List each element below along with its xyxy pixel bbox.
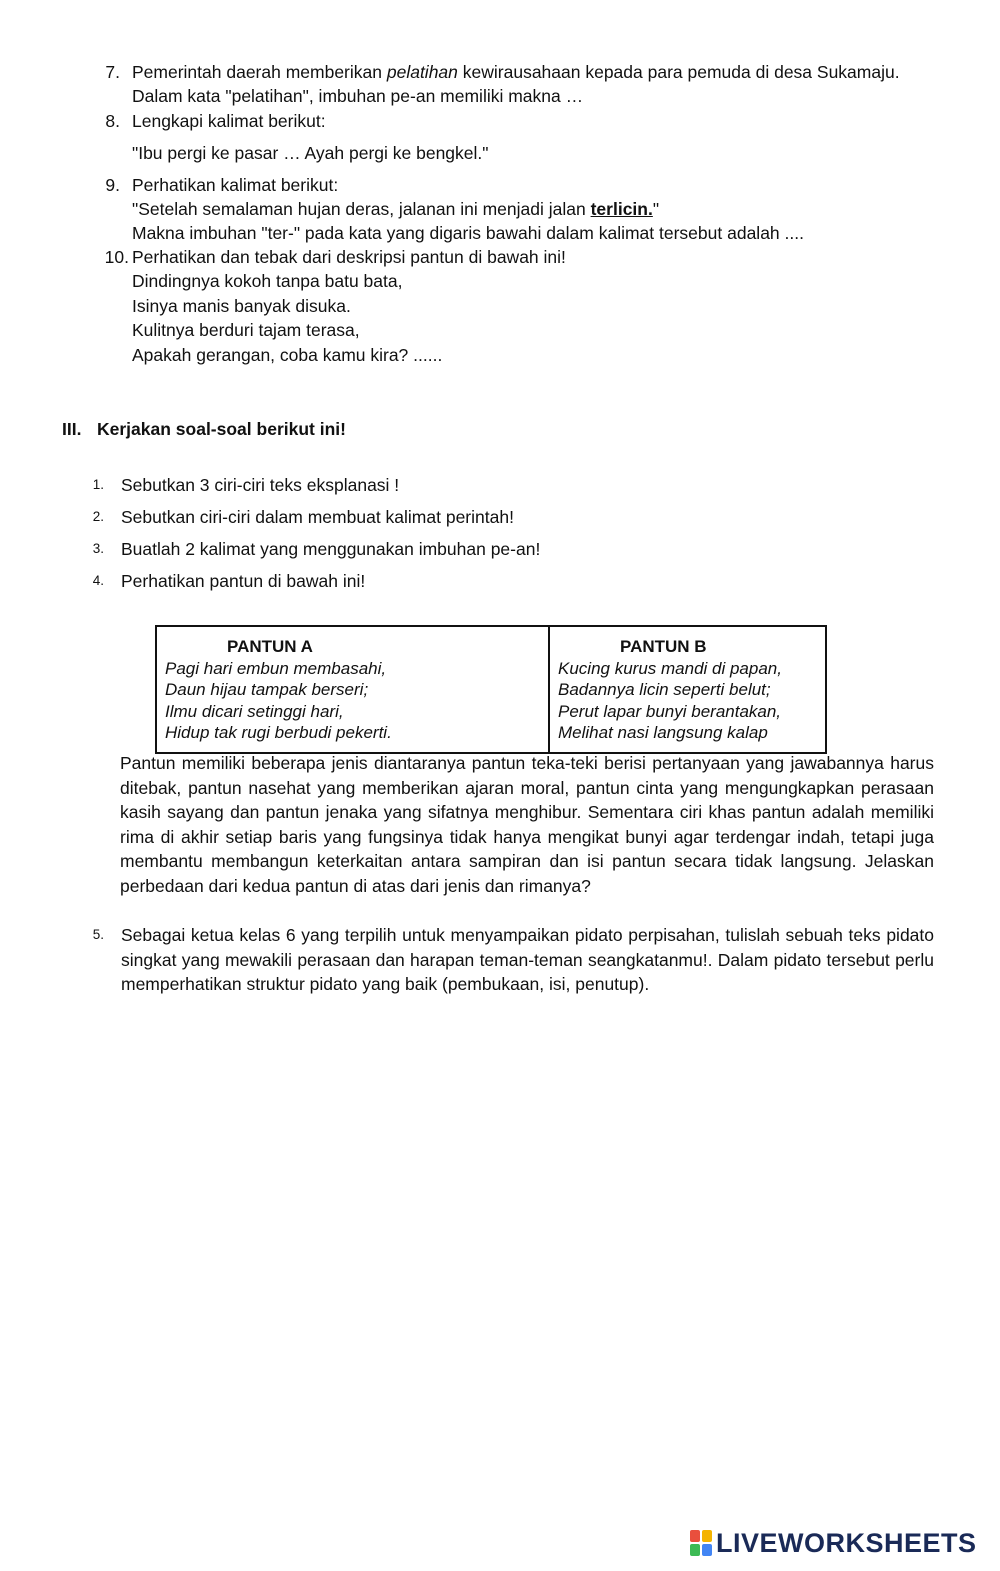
pantun-b-cell <box>549 626 826 753</box>
question-text: Lengkapi kalimat berikut: <box>132 111 326 131</box>
pantun-b-title: PANTUN B <box>620 637 707 656</box>
pantun-table <box>155 625 827 754</box>
question-text-line: Makna imbuhan "ter-" pada kata yang digaris bawahi dalam kalimat tersebut adalah .... <box>132 223 804 243</box>
question-text-line: "Setelah semalaman hujan deras, jalanan ini menjadi jalan terlicin." <box>132 199 660 219</box>
question-number: 9. <box>105 175 120 195</box>
question-text: Sebutkan 3 ciri-ciri teks eksplanasi ! <box>121 475 400 495</box>
pantun-line: Pagi hari embun membasahi, <box>165 658 387 678</box>
pantun-a-title: PANTUN A <box>227 637 313 656</box>
question-number: 10. <box>104 247 129 267</box>
pantun-line: Isinya manis banyak disuka. <box>132 296 351 316</box>
question-text: Pemerintah daerah memberikan pelatihan kewirausahaan kepada para pemuda di desa Sukamaju. <box>132 62 900 82</box>
pantun-paragraph: Pantun memiliki beberapa jenis diantaranya pantun teka-teki berisi pertanyaan yang jawabannya harus ditebak, pantun nasehat yang memberikan ajaran moral, pantun cinta yang mengungkapkan perasaan kasih sayang dan pantun jenaka yang sifatnya menghibur. Sementara ciri khas pantun adalah memiliki rima di akhir setiap baris yang fungsinya tidak hanya mengikat bunyi agar terdengar indah, tetapi juga membantu membangun keterkaitan antara sampiran dan isi pantun secara tidak langsung. Jelaskan perbedaan dari kedua pantun di atas dari jenis dan rimanya? <box>120 753 934 896</box>
pantun-line: Melihat nasi langsung kalap <box>558 723 768 742</box>
underlined-word: terlicin. <box>590 199 653 219</box>
question-number: 5. <box>92 927 104 942</box>
question-text: Sebagai ketua kelas 6 yang terpilih untuk menyampaikan pidato perpisahan, tulislah sebuah teks pidato singkat yang mewakili perasaan dan harapan teman-teman seangkatanmu!. Dalam pidato tersebut perlu memperhatikan struktur pidato yang baik (pembukaan, isi, penutup). <box>121 925 934 994</box>
pantun-line: Kulitnya berduri tajam terasa, <box>132 320 360 340</box>
pantun-line: Kucing kurus mandi di papan, <box>558 658 782 678</box>
question-text: Perhatikan pantun di bawah ini! <box>121 571 366 591</box>
pantun-line: Perut lapar bunyi berantakan, <box>558 701 782 721</box>
logo-icon <box>690 1530 712 1556</box>
logo-text: LIVEWORKSHEETS <box>716 1527 977 1558</box>
section-roman: III. <box>62 419 82 439</box>
question-number: 3. <box>92 541 104 556</box>
pantun-line: Daun hijau tampak berseri; <box>165 680 369 699</box>
question-text: Perhatikan dan tebak dari deskripsi pantun di bawah ini! <box>132 247 566 267</box>
question-text-line: "Ibu pergi ke pasar … Ayah pergi ke bengkel." <box>132 143 489 163</box>
question-number: 8. <box>105 111 120 131</box>
question-text: Buatlah 2 kalimat yang menggunakan imbuhan pe-an! <box>121 539 541 559</box>
question-number: 7. <box>105 62 120 82</box>
pantun-line: Hidup tak rugi berbudi pekerti. <box>165 723 392 742</box>
section-title: Kerjakan soal-soal berikut ini! <box>97 419 346 439</box>
pantun-line: Badannya licin seperti belut; <box>558 680 771 699</box>
question-text-line: Dalam kata "pelatihan", imbuhan pe-an memiliki makna … <box>132 86 584 106</box>
pantun-a-cell <box>156 626 549 753</box>
liveworksheets-logo <box>690 1528 977 1558</box>
pantun-line: Apakah gerangan, coba kamu kira? ...... <box>132 345 443 365</box>
question-text: Perhatikan kalimat berikut: <box>132 175 339 195</box>
pantun-line: Dindingnya kokoh tanpa batu bata, <box>132 271 403 291</box>
pantun-line: Ilmu dicari setinggi hari, <box>165 701 344 721</box>
question-text: Sebutkan ciri-ciri dalam membuat kalimat perintah! <box>121 507 514 527</box>
question-number: 1. <box>92 477 104 492</box>
question-number: 4. <box>92 573 104 588</box>
question-number: 2. <box>92 509 104 524</box>
